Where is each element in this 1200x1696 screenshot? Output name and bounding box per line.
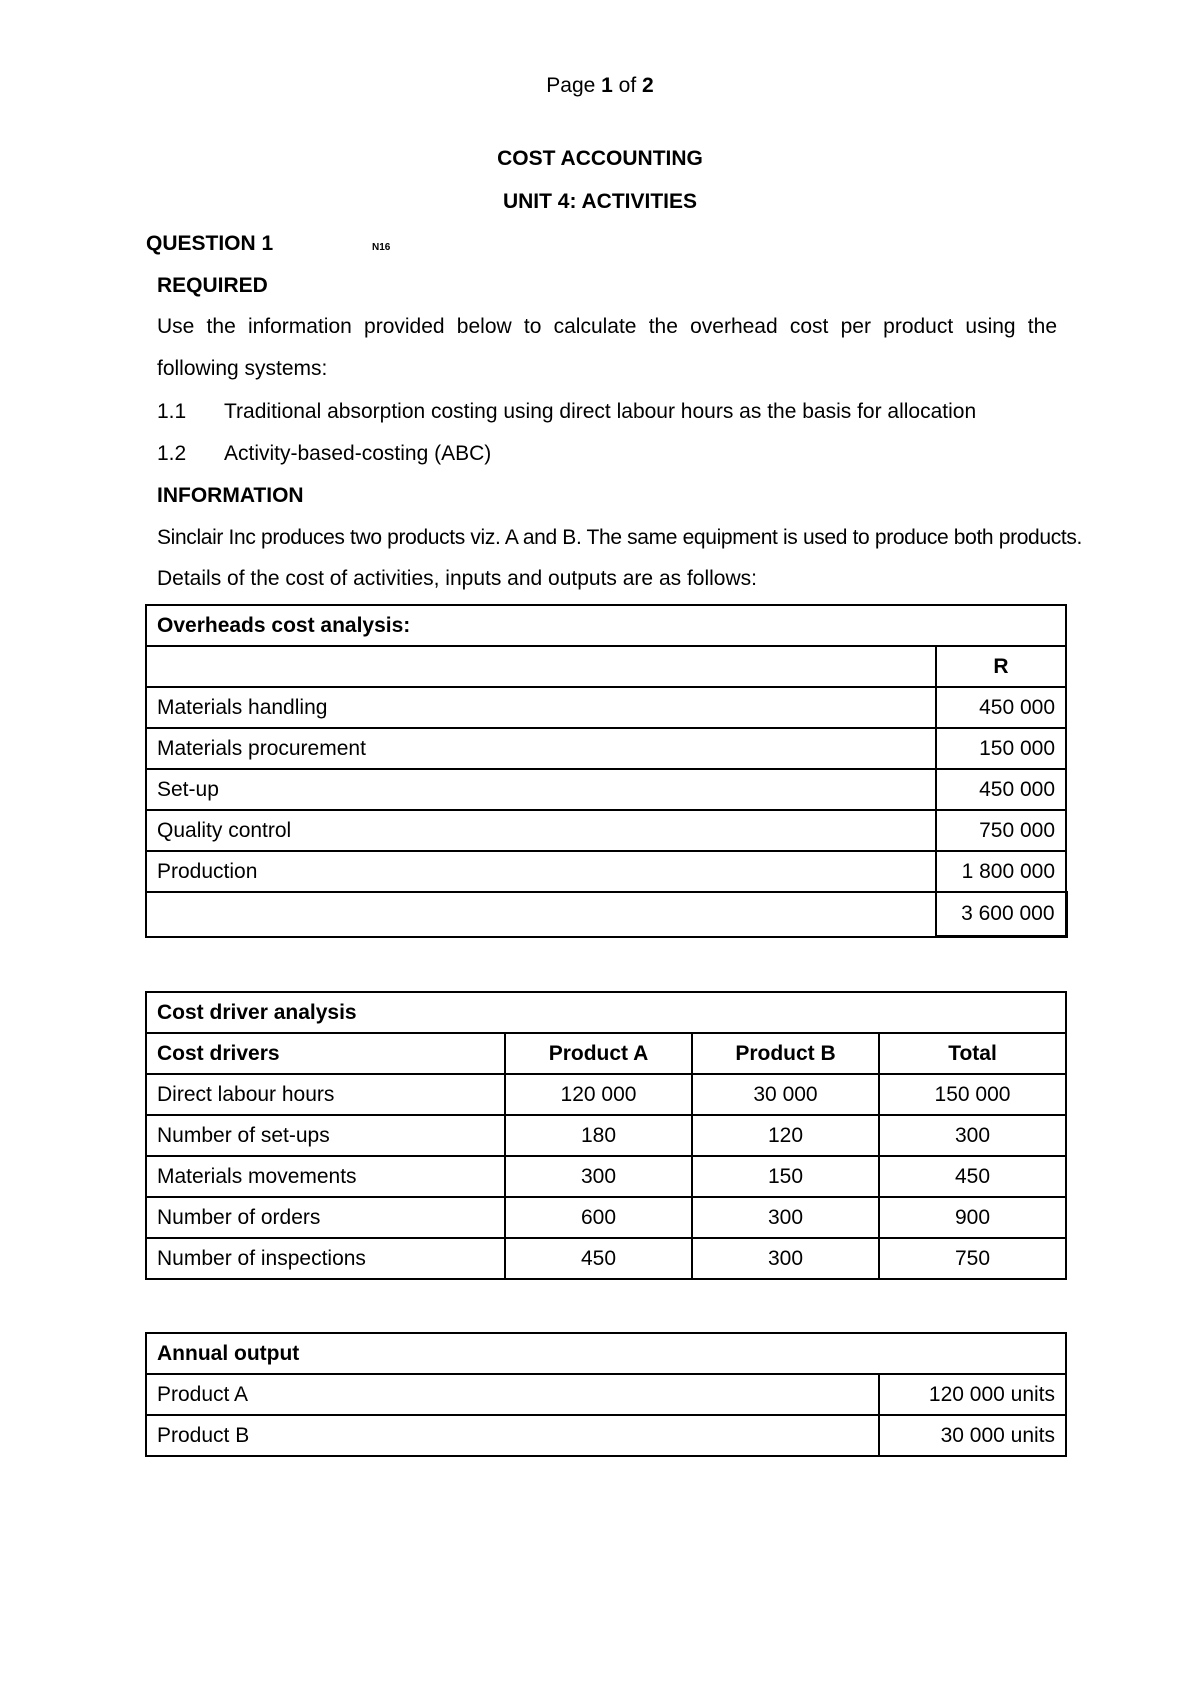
annual-output-title-row [146, 1333, 1066, 1374]
overheads-header-row [146, 646, 1066, 687]
required-item-number: 1.1 [157, 400, 187, 423]
driver-total: 300 [879, 1115, 1066, 1156]
information-heading: INFORMATION [157, 484, 304, 507]
output-label: Product A [146, 1374, 879, 1415]
driver-total: 750 [879, 1238, 1066, 1279]
table-row [146, 1115, 1066, 1156]
driver-product-a: 450 [505, 1238, 692, 1279]
output-value: 30 000 units [879, 1415, 1066, 1456]
column-header: Cost drivers [146, 1033, 505, 1074]
required-heading: REQUIRED [157, 274, 268, 297]
table-row [146, 1156, 1066, 1197]
required-item-text: Traditional absorption costing using direct labour hours as the basis for allocation [224, 400, 977, 423]
overheads-title-row [146, 605, 1066, 646]
driver-total: 150 000 [879, 1074, 1066, 1115]
overhead-value: 750 000 [936, 810, 1066, 851]
page-total: 2 [642, 74, 654, 97]
column-header: Product A [505, 1033, 692, 1074]
required-item-number: 1.2 [157, 442, 187, 465]
overhead-value: 1 800 000 [936, 851, 1066, 892]
overhead-value: 450 000 [936, 687, 1066, 728]
overhead-label: Production [146, 851, 936, 892]
overheads-total-blank [146, 892, 936, 937]
driver-product-a: 600 [505, 1197, 692, 1238]
course-title: COST ACCOUNTING [497, 147, 703, 170]
driver-product-b: 300 [692, 1238, 879, 1279]
table-row [146, 728, 1066, 769]
overhead-label: Materials procurement [146, 728, 936, 769]
page-of: of [612, 74, 643, 97]
annual-output-title: Annual output [146, 1333, 1066, 1374]
overhead-label: Materials handling [146, 687, 936, 728]
page-number [0, 74, 1200, 98]
driver-total: 450 [879, 1156, 1066, 1197]
column-header: Product B [692, 1033, 879, 1074]
column-header: Total [879, 1033, 1066, 1074]
page-current: 1 [601, 74, 613, 97]
driver-product-a: 300 [505, 1156, 692, 1197]
page-prefix: Page [546, 74, 602, 97]
cost-driver-title-row [146, 992, 1066, 1033]
table-row [146, 1197, 1066, 1238]
driver-product-b: 150 [692, 1156, 879, 1197]
overheads-title: Overheads cost analysis: [146, 605, 1066, 646]
driver-product-b: 300 [692, 1197, 879, 1238]
table-row [146, 1238, 1066, 1279]
cost-driver-title: Cost driver analysis [146, 992, 1066, 1033]
driver-label: Materials movements [146, 1156, 505, 1197]
driver-product-a: 180 [505, 1115, 692, 1156]
driver-product-a: 120 000 [505, 1074, 692, 1115]
driver-product-b: 120 [692, 1115, 879, 1156]
table-row [146, 769, 1066, 810]
overhead-value: 450 000 [936, 769, 1066, 810]
information-line-1: Sinclair Inc produces two products viz. A and B. The same equipment is used to produce both products. [157, 526, 1082, 549]
required-item-text: Activity-based-costing (ABC) [224, 442, 492, 465]
driver-label: Number of set-ups [146, 1115, 505, 1156]
overhead-label: Quality control [146, 810, 936, 851]
overheads-total: 3 600 000 [936, 892, 1066, 937]
driver-label: Number of inspections [146, 1238, 505, 1279]
annual-output-table [145, 1332, 1067, 1457]
table-row [146, 687, 1066, 728]
overheads-header-blank [146, 646, 936, 687]
driver-product-b: 30 000 [692, 1074, 879, 1115]
driver-label: Number of orders [146, 1197, 505, 1238]
table-row [146, 1374, 1066, 1415]
table-row [146, 1415, 1066, 1456]
question-code: N16 [372, 242, 391, 253]
output-label: Product B [146, 1415, 879, 1456]
unit-title: UNIT 4: ACTIVITIES [502, 190, 698, 213]
overheads-table [145, 604, 1068, 938]
table-row [146, 810, 1066, 851]
table-row [146, 851, 1066, 892]
overhead-value: 150 000 [936, 728, 1066, 769]
required-text: Use the information provided below to calculate the overhead cost per product using the following systems: [157, 315, 1057, 380]
information-line-2: Details of the cost of activities, inputs and outputs are as follows: [157, 567, 757, 590]
driver-total: 900 [879, 1197, 1066, 1238]
question-label: QUESTION 1 [146, 232, 274, 255]
overheads-total-row [146, 892, 1066, 937]
overhead-label: Set-up [146, 769, 936, 810]
driver-label: Direct labour hours [146, 1074, 505, 1115]
overheads-currency: R [936, 646, 1066, 687]
cost-driver-header-row [146, 1033, 1066, 1074]
table-row [146, 1074, 1066, 1115]
cost-driver-table [145, 991, 1067, 1280]
output-value: 120 000 units [879, 1374, 1066, 1415]
